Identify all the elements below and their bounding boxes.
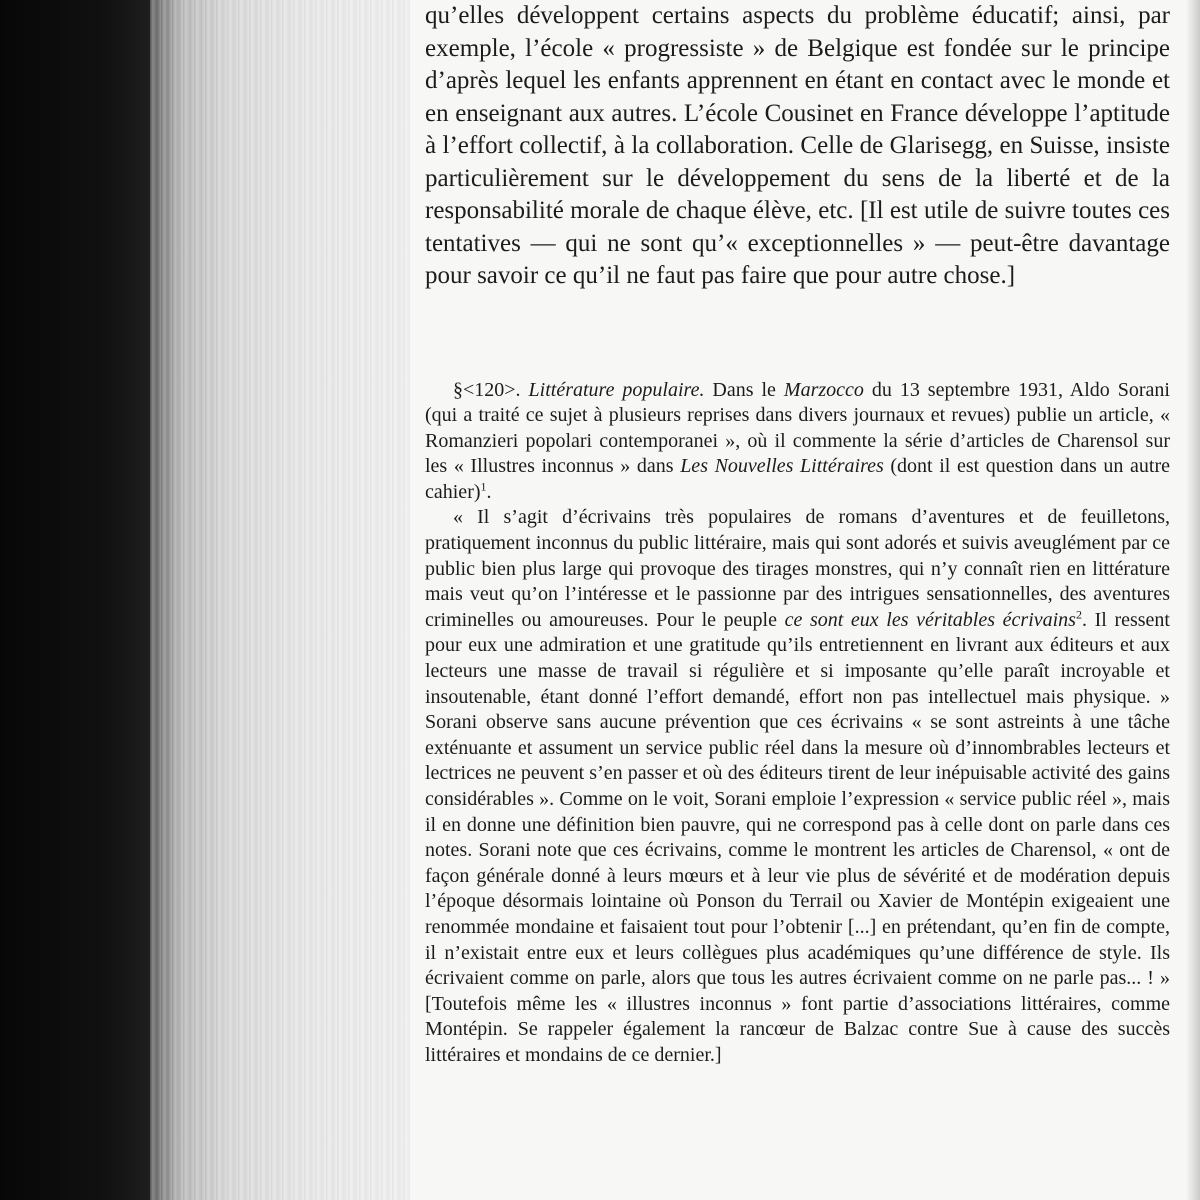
section-120 bbox=[425, 378, 1170, 1069]
quote-text-1: « Il s’agit d’écrivains très populaires de romans d’aventures et de feuilletons, pratiquement inconnus du public littéraire, mais qui sont adorés et suivis aveuglément par ce public bien plus large qui provoque des tirages monstres, qui n’y connaît rien en littérature mais veut qu’on l’intéresse et le passionne par des intrigues sensationnelles, des aventures criminelles ou amoureuses. Pour le peuple bbox=[425, 506, 1170, 631]
continuation-paragraph: qu’elles développent certains aspects du problème éducatif; ainsi, par exemple, l’école « progressiste » de Belgique est fondée sur le principe d’après lequel les enfants apprennent en étant en contact avec le monde et en enseignant aux autres. L’école Cousinet en France développe l’aptitude à l’effort collectif, à la collaboration. Celle de Glarisegg, en Suisse, insiste particulièrement sur le développement du sens de la liberté et de la responsabilité morale de chaque élève, etc. [Il est utile de suivre toutes ces tentatives — qui ne sont qu’« exceptionnelles » — peut-être davantage pour savoir ce qu’il ne faut pas faire que pour autre chose.] bbox=[425, 2, 1170, 289]
page-right-shadow bbox=[1186, 0, 1200, 1200]
intro-text-1: Dans le bbox=[704, 378, 784, 401]
section-marker: §<120>. bbox=[453, 378, 529, 401]
intro-text-2: du 13 septembre 1931, Aldo Sorani (qui a traité ce sujet à plusieurs reprises dans divers journaux et revues) publie un article, « Romanzieri popolari contemporanei », où il commente la série d’articles de Charensol sur les « Illustres inconnus » dans bbox=[425, 378, 1170, 478]
section-title: Littérature populaire. bbox=[528, 378, 705, 401]
footnote-ref-2: 2 bbox=[1075, 607, 1082, 622]
quote-text-2: . Il ressent pour eux une admiration et une gratitude qu’ils entretiennent en livrant aux éditeurs et aux lecteurs une masse de travail si régulière et si imposante qu’elle paraît incroyable et insoutenable, étant donné l’effort demandé, effort non pas intellectuel mais physique. » Sorani observe sans aucune prévention que ces écrivains « se sont astreints à une tâche exténuante et assument un service public réel dans la mesure où d’innombrables lecteurs et lectrices ne peuvent s’en passer et où des éditeurs tirent de leur inépuisable activité des gains considérables ». Comme on le voit, Sorani emploie l’expression « service public réel », mais il en donne une définition bien pauvre, qui ne correspond pas à celle dont on parle dans ces notes. Sorani note que ces écrivains, comme le montrent les articles de Charensol, « ont de façon générale donné à leurs mœurs et à leur vie plus de sévérité et de modération depuis l’époque désormais lointaine où Ponson du Terrail ou Xavier de Montépin exigeaient une renommée mondaine et faisaient tout pour l’obtenir [...] en prétendant, qu’en fin de compte, il n’existait entre eux et leurs collègues plus académiques qu’une différence de style. Ils écrivaient comme on parle, alors que tous les autres écrivaient comme on ne parle pas... ! » [Toutefois même les « illustres inconnus » font partie d’associations littéraires, comme Montépin. Se rappeler également la rancœur de Balzac contre Sue à cause des succès littéraires et mondains de ce dernier.] bbox=[425, 608, 1170, 1066]
footnote-ref-1: 1 bbox=[480, 479, 487, 494]
section-intro-paragraph bbox=[425, 378, 1170, 506]
book-spine-shadow bbox=[0, 0, 150, 1200]
page-content bbox=[425, 0, 1170, 1069]
quote-paragraph bbox=[425, 505, 1170, 1068]
quote-emphasis: ce sont eux les véritables écrivains bbox=[784, 608, 1076, 631]
intro-text-end: . bbox=[486, 480, 492, 503]
intro-text-3: (dont il est question dans un autre cahier) bbox=[425, 455, 1170, 503]
marzocco-title: Marzocco bbox=[783, 378, 864, 401]
page-edges bbox=[150, 0, 410, 1200]
journal-title: Les Nouvelles Littéraires bbox=[680, 455, 884, 478]
